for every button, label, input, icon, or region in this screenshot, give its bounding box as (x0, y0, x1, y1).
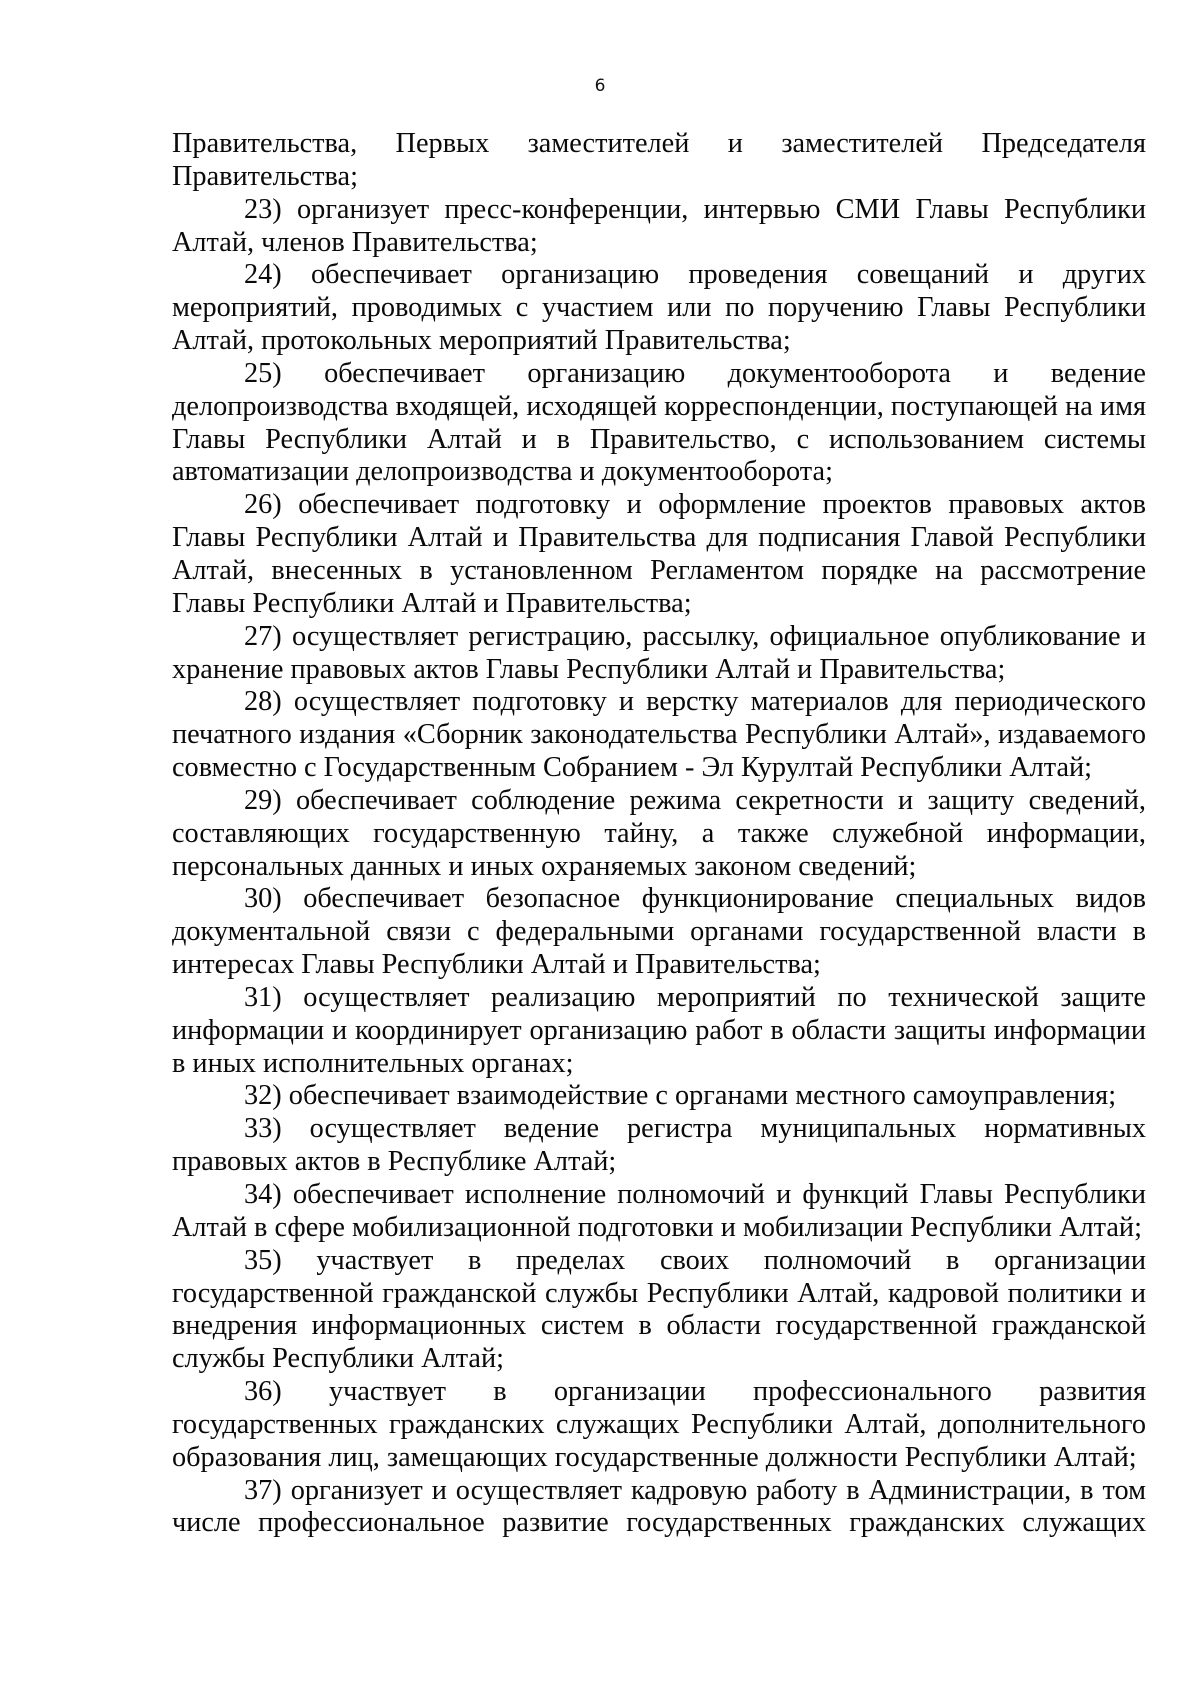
paragraph-item-31: 31) осуществляет реализацию мероприятий по технической защите информации и координирует организацию работ в области защиты информации в иных исполнительных органах; (172, 981, 1146, 1079)
paragraph-item-36: 36) участвует в организации профессионального развития государственных гражданских служащих Республики Алтай, дополнительного образования лиц, замещающих государственные должности Республики Алтай; (172, 1376, 1146, 1473)
document-body (172, 128, 1146, 1540)
paragraph-item-29: 29) обеспечивает соблюдение режима секретности и защиту сведений, составляющих государственную тайну, а также служебной информации, персональных данных и иных охраняемых законом сведений; (172, 784, 1146, 882)
paragraph-item-30: 30) обеспечивает безопасное функционирование специальных видов документальной связи с федеральными органами государственной власти в интересах Главы Республики Алтай и Правительства; (172, 883, 1146, 981)
page-number: 6 (594, 76, 606, 96)
paragraph-item-27: 27) осуществляет регистрацию, рассылку, официальное опубликование и хранение правовых актов Главы Республики Алтай и Правительства; (172, 620, 1146, 685)
paragraph-item-34: 34) обеспечивает исполнение полномочий и функций Главы Республики Алтай в сфере мобилизационной подготовки и мобилизации Республики Алтай; (172, 1179, 1146, 1243)
paragraph-item-33: 33) осуществляет ведение регистра муниципальных нормативных правовых актов в Республике Алтай; (172, 1113, 1146, 1178)
paragraph-item-24: 24) обеспечивает организацию проведения совещаний и других мероприятий, проводимых с участием или по поручению Главы Республики Алтай, протокольных мероприятий Правительства; (172, 259, 1146, 357)
paragraph-item-37: 37) организует и осуществляет кадровую работу в Администрации, в том числе профессиональное развитие государственных гражданских служащих (172, 1474, 1146, 1539)
paragraph-continuation: Правительства, Первых заместителей и заместителей Председателя Правительства; (172, 128, 1146, 192)
paragraph-item-35: 35) участвует в пределах своих полномочий в организации государственной гражданской службы Республики Алтай, кадровой политики и внедрения информационных систем в области государственной гражданской службы Республики Алтай; (172, 1244, 1146, 1375)
paragraph-item-25: 25) обеспечивает организацию документооборота и ведение делопроизводства входящей, исходящей корреспонденции, поступающей на имя Главы Республики Алтай и в Правительство, с использованием системы автоматизации делопроизводства и документооборота; (172, 357, 1146, 488)
paragraph-item-32: 32) обеспечивает взаимодействие с органами местного самоуправления; (244, 1080, 1117, 1112)
paragraph-item-26: 26) обеспечивает подготовку и оформление проектов правовых актов Главы Республики Алтай и Правительства для подписания Главой Республики Алтай, внесенных в установленном Регламентом порядке на рассмотрение Главы Республики Алтай и Правительства; (172, 489, 1146, 619)
paragraph-item-28: 28) осуществляет подготовку и верстку материалов для периодического печатного издания «Сборник законодательства Республики Алтай», издаваемого совместно с Государственным Собранием - Эл Курултай Республики Алтай; (172, 686, 1146, 784)
paragraph-item-23: 23) организует пресс-конференции, интервью СМИ Главы Республики Алтай, членов Правительства; (172, 193, 1146, 258)
